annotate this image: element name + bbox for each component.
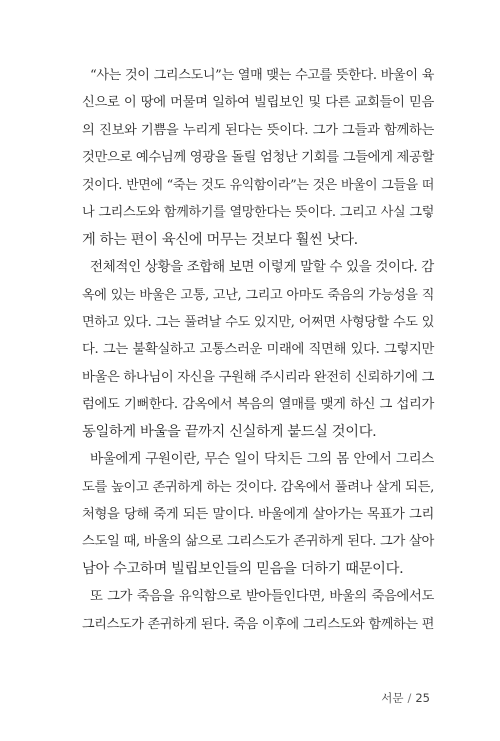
- text-line: 바울에게 구원이란, 무슨 일이 닥치든 그의 몸 안에서 그리스: [90, 451, 434, 468]
- footer-separator: /: [407, 691, 412, 705]
- text-line: 나 그리스도와 함께하기를 열망한다는 뜻이다. 그리고 사실 그렇: [82, 205, 434, 221]
- text-line: 것이다. 반면에 “죽는 것도 유익함이라”는 것은 바울이 그들을 떠: [82, 177, 434, 193]
- page-number: 25: [415, 691, 430, 705]
- running-section-title: 서문: [381, 691, 404, 705]
- text-line: 바울은 하나님이 자신을 구원해 주시리라 완전히 신뢰하기에 그: [82, 369, 435, 385]
- body-text: [82, 62, 434, 638]
- text-line: 옥에 있는 바울은 고통, 고난, 그리고 아마도 죽음의 가능성을 직: [82, 287, 434, 303]
- paragraph-3: [82, 446, 434, 583]
- text-line: 동일하게 바울을 끝까지 신실하게 붙드실 것이다.: [82, 423, 377, 440]
- text-line: 남아 수고하며 빌립보인들의 믿음을 더하기 때문이다.: [82, 560, 404, 577]
- text-line: 신으로 이 땅에 머물며 일하여 빌립보인 및 다른 교회들이 믿음: [82, 95, 434, 111]
- text-line: 전체적인 상황을 조합해 보면 이렇게 말할 수 있을 것이다. 감: [90, 259, 434, 276]
- text-line: 그리스도가 존귀하게 된다. 죽음 이후에 그리스도와 함께하는 편: [82, 616, 434, 632]
- text-line: 다. 그는 불확실하고 고통스러운 미래에 직면해 있다. 그렇지만: [82, 342, 434, 358]
- page-footer: [381, 690, 430, 706]
- text-line: 또 그가 죽음을 유익함으로 받아들인다면, 바울의 죽음에서도: [90, 589, 434, 605]
- text-line: “사는 것이 그리스도니”는 열매 맺는 수고를 뜻한다. 바울이 육: [90, 68, 434, 83]
- text-line: 도를 높이고 존귀하게 하는 것이다. 감옥에서 풀려나 살게 되든,: [82, 479, 434, 495]
- paragraph-1: [82, 62, 434, 254]
- text-line: 스도일 때, 바울의 삶으로 그리스도가 존귀하게 된다. 그가 살아: [82, 534, 434, 550]
- text-line: 게 하는 편이 육신에 머무는 것보다 훨씬 낫다.: [82, 231, 358, 248]
- text-line: 처형을 당해 죽게 되든 말이다. 바울에게 살아가는 목표가 그리: [82, 507, 434, 522]
- paragraph-4: [82, 583, 434, 638]
- text-line: 면하고 있다. 그는 풀려날 수도 있지만, 어쩌면 사형당할 수도 있: [82, 314, 434, 330]
- text-line: 의 진보와 기쁨을 누리게 된다는 뜻이다. 그가 그들과 함께하는: [82, 122, 434, 138]
- text-line: 것만으로 예수님께 영광을 돌릴 엄청난 기회를 그들에게 제공할: [82, 150, 435, 166]
- text-line: 럼에도 기뻐한다. 감옥에서 복음의 열매를 맺게 하신 그 섭리가: [82, 397, 434, 413]
- paragraph-2: [82, 254, 434, 446]
